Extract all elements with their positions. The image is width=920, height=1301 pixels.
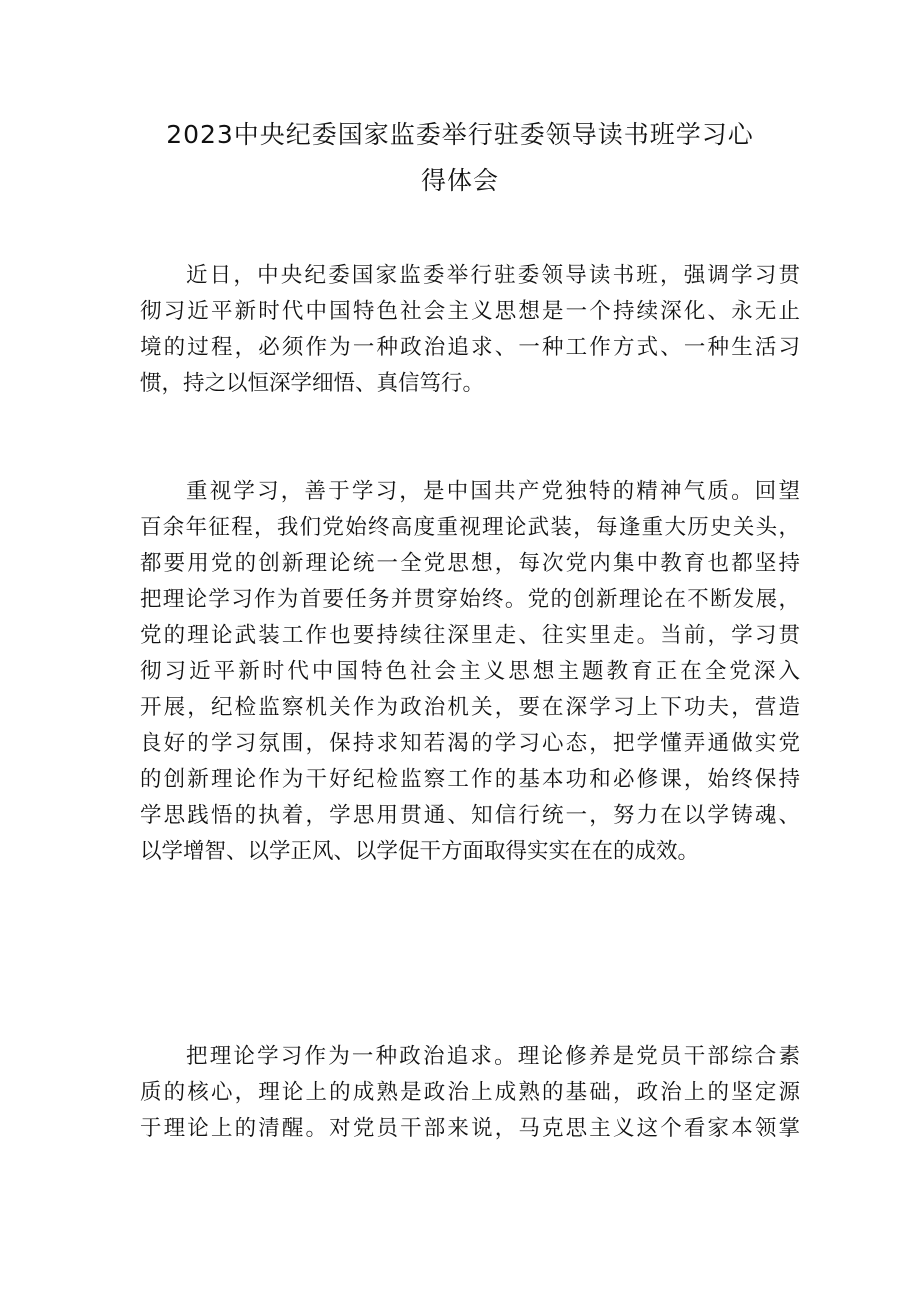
text-line: 学思践悟的执着，学思用贯通、知信行统一，努力在以学铸魂、: [140, 803, 800, 828]
text-line: 于理论上的清醒。对党员干部来说，马克思主义这个看家本领掌: [140, 1116, 800, 1141]
text-line: 质的核心，理论上的成熟是政治上成熟的基础，政治上的坚定源: [140, 1080, 800, 1105]
text-line: 把理论学习作为一种政治追求。理论修养是党员干部综合素: [186, 1044, 800, 1069]
paragraph-2: [140, 474, 800, 870]
text-line: 党的理论武装工作也要持续往深里走、往实里走。当前，学习贯: [140, 623, 800, 648]
text-line: 的创新理论作为干好纪检监察工作的基本功和必修课，始终保持: [140, 767, 800, 792]
paragraph-3: [140, 1039, 800, 1147]
title-line: 2023中央纪委国家监委举行驻委领导读书班学习心: [166, 120, 754, 149]
paragraph-1: [140, 258, 800, 402]
text-line: 重视学习，善于学习，是中国共产党独特的精神气质。回望: [186, 479, 800, 504]
text-line: 良好的学习氛围，保持求知若渴的学习心态，把学懂弄通做实党: [140, 731, 800, 756]
text-line: 把理论学习作为首要任务并贯穿始终。党的创新理论在不断发展，: [140, 587, 800, 612]
title-line: 得体会: [420, 166, 499, 195]
text-line: 彻习近平新时代中国特色社会主义思想是一个持续深化、永无止: [140, 299, 800, 324]
text-line: 近日，中央纪委国家监委举行驻委领导读书班，强调学习贯: [186, 263, 800, 288]
text-line: 开展，纪检监察机关作为政治机关，要在深学习上下功夫，营造: [140, 695, 800, 720]
text-line: 彻习近平新时代中国特色社会主义思想主题教育正在全党深入: [140, 659, 800, 684]
document-title: [130, 112, 790, 204]
text-line: 百余年征程，我们党始终高度重视理论武装，每逢重大历史关头，: [140, 515, 800, 540]
text-line: 以学增智、以学正风、以学促干方面取得实实在在的成效。: [140, 839, 700, 864]
text-line: 惯，持之以恒深学细悟、真信笃行。: [140, 371, 485, 396]
text-line: 都要用党的创新理论统一全党思想，每次党内集中教育也都坚持: [140, 551, 800, 576]
text-line: 境的过程，必须作为一种政治追求、一种工作方式、一种生活习: [140, 335, 800, 360]
